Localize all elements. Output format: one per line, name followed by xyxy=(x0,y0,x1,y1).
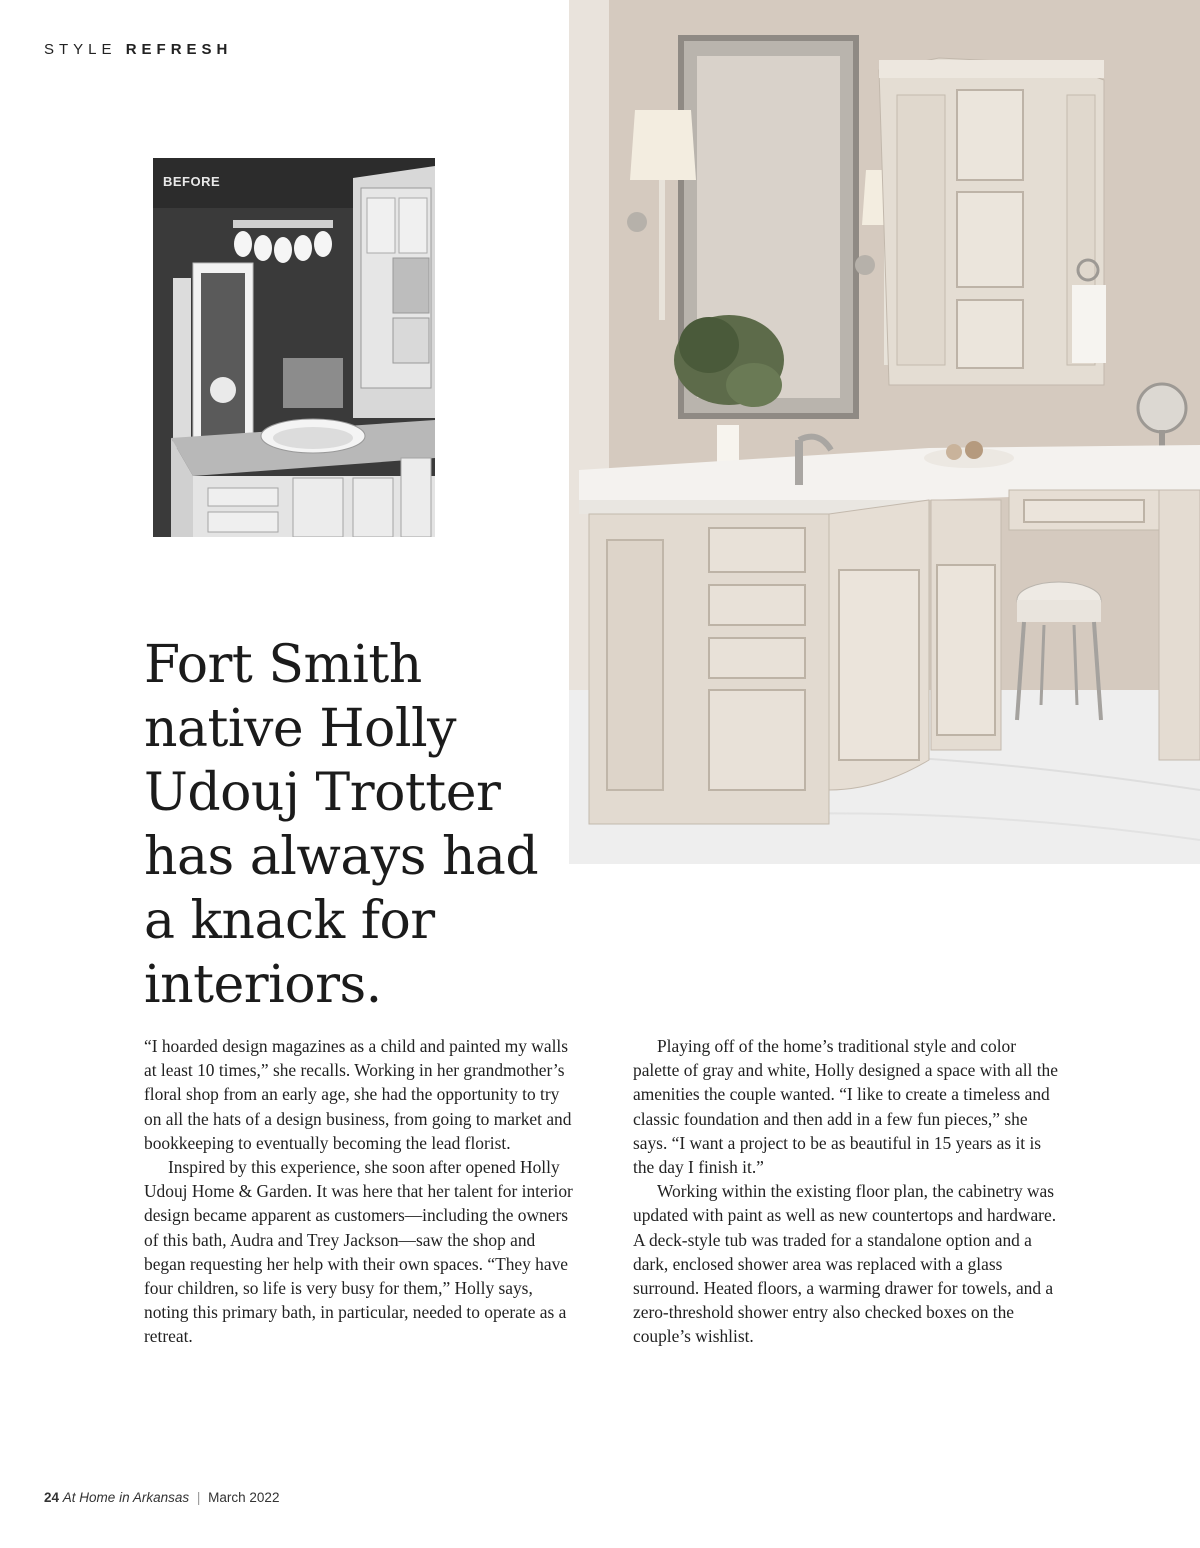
section-label-bold: REFRESH xyxy=(125,41,233,58)
magazine-name: At Home in Arkansas xyxy=(62,1490,190,1505)
body-paragraph: Working within the existing floor plan, the cabinetry was updated with paint as well as new countertops and hardware. A deck-style tub was traded for a standalone option and a dark, enclosed shower area was replaced with a glass surround. Heated floors, a warming drawer for towels, and a zero-threshold shower entry also checked boxes on the couple’s wishlist. xyxy=(633,1181,1057,1347)
body-paragraph: Inspired by this experience, she soon after opened Holly Udouj Home & Garden. It was here that her talent for interior design became apparent as customers—including the owners of this bath, Audra and Trey Jackson—saw the shop and began requesting her help with their own spaces. “They have four children, so life is very busy for them,” Holly says, noting this primary bath, in particular, needed to operate as a retreat. xyxy=(144,1157,573,1347)
page-number: 24 xyxy=(44,1490,60,1505)
before-photo xyxy=(153,158,435,537)
footer-separator: | xyxy=(196,1490,201,1505)
main-bathroom-illustration xyxy=(569,0,1200,864)
issue-date: March 2022 xyxy=(208,1490,280,1505)
body-column-right xyxy=(633,1034,1063,1349)
body-column-left xyxy=(144,1034,574,1349)
before-photo-illustration xyxy=(153,158,435,537)
body-paragraph: “I hoarded design magazines as a child and painted my walls at least 10 times,” she recalls. Working in her grandmother’s floral shop from an early age, she had the opportunity to try on all the hats of a design business, from going to market and bookkeeping to eventually becoming the lead florist. xyxy=(144,1036,572,1153)
before-label: BEFORE xyxy=(163,174,221,189)
page-footer xyxy=(44,1490,279,1505)
section-label-light: STYLE xyxy=(44,41,117,58)
body-paragraph: Playing off of the home’s traditional style and color palette of gray and white, Holly designed a space with all the amenities the couple wanted. “I like to create a timeless and classic foundation and then add in a few fun pieces,” she says. “I want a project to be as beautiful in 15 years as it is the day I finish it.” xyxy=(633,1036,1058,1178)
main-bathroom-photo xyxy=(569,0,1200,864)
section-label xyxy=(44,41,232,58)
headline: Fort Smith native Holly Udouj Trotter has always had a knack for interiors. xyxy=(144,635,539,1015)
